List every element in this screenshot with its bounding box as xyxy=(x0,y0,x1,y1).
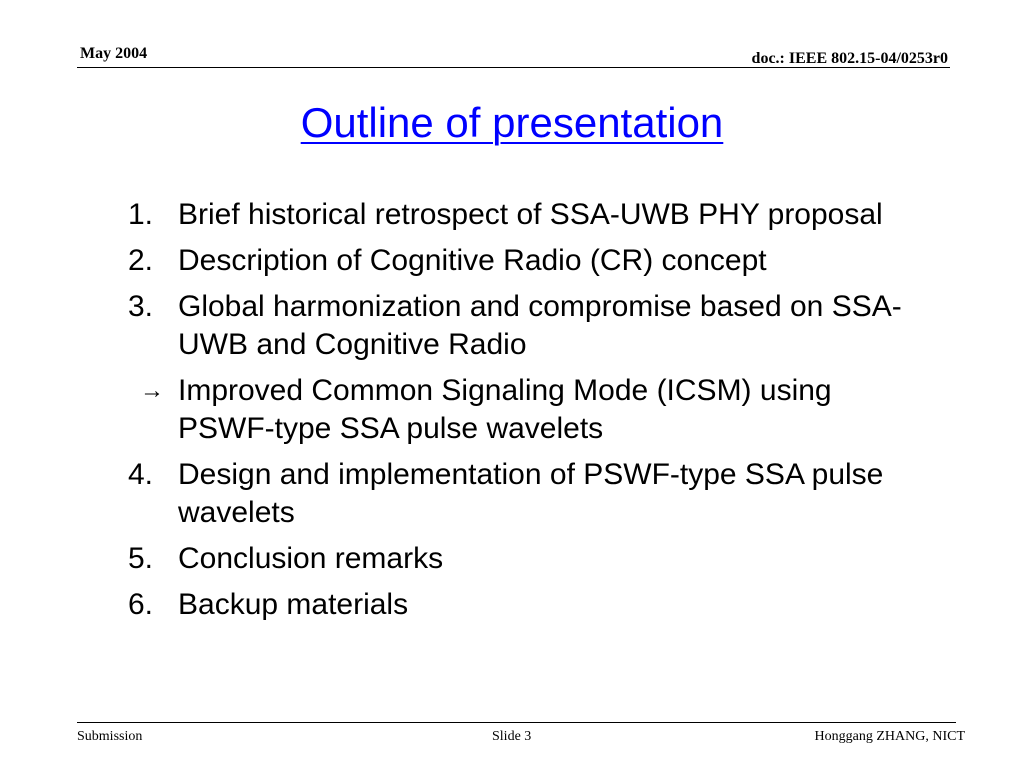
footer-divider xyxy=(77,722,956,723)
outline-item-text: Design and implementation of PSWF-type SSA pulse wavelets xyxy=(178,458,884,529)
outline-item-4 xyxy=(128,456,918,532)
outline-item-text: Conclusion remarks xyxy=(178,542,444,575)
footer-author: Honggang ZHANG, NICT xyxy=(814,729,965,744)
outline-item-number: 3. xyxy=(128,290,154,323)
outline-item-text: Brief historical retrospect of SSA-UWB PHY proposal xyxy=(178,198,883,231)
outline-item-3 xyxy=(128,288,918,364)
outline-item-2 xyxy=(128,242,918,280)
outline-item-5 xyxy=(128,540,918,578)
header-doc-id: doc.: IEEE 802.15-04/0253r0 xyxy=(751,50,948,67)
outline-item-6 xyxy=(128,586,918,624)
outline-item-text: Improved Common Signaling Mode (ICSM) using PSWF-type SSA pulse wavelets xyxy=(178,374,832,445)
arrow-right-icon: → xyxy=(140,377,164,404)
header-date: May 2004 xyxy=(80,45,148,62)
outline-item-number: 5. xyxy=(128,542,154,575)
footer-submission: Submission xyxy=(77,729,143,744)
header-divider xyxy=(77,67,950,68)
outline-list xyxy=(128,196,918,632)
slide-title: Outline of presentation xyxy=(300,99,724,146)
outline-item-number: 4. xyxy=(128,458,154,491)
outline-item-text: Backup materials xyxy=(178,588,409,621)
outline-item-number: 2. xyxy=(128,244,154,277)
outline-item-number: 1. xyxy=(128,198,154,231)
outline-item-text: Global harmonization and compromise based on SSA-UWB and Cognitive Radio xyxy=(178,290,902,361)
outline-subitem-icsm xyxy=(128,372,918,448)
outline-item-number: 6. xyxy=(128,588,154,621)
outline-item-1 xyxy=(128,196,918,234)
footer-slide-number: Slide 3 xyxy=(492,729,532,744)
outline-item-text: Description of Cognitive Radio (CR) concept xyxy=(178,244,767,277)
